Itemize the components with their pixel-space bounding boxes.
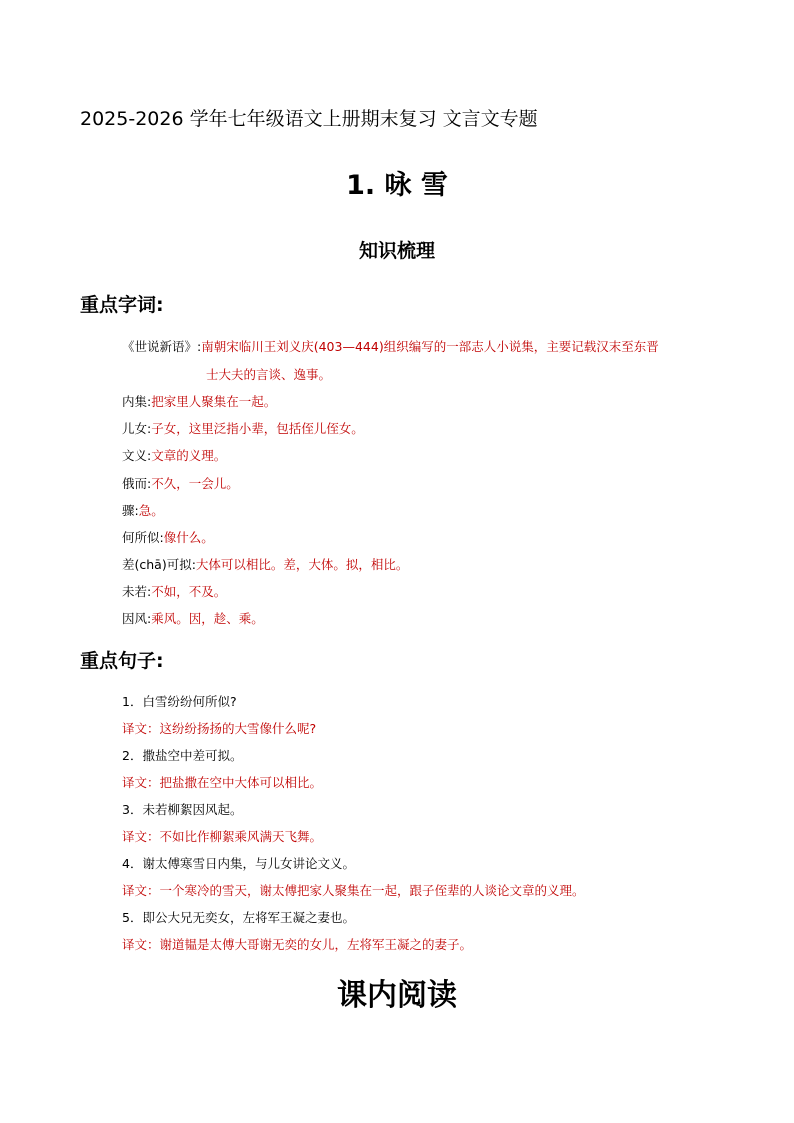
word-term: 骤:: [122, 503, 139, 518]
word-definition: 大体可以相比。差，大体。拟，相比。: [195, 557, 409, 572]
word-item: [122, 501, 164, 519]
word-definition: 文章的义理。: [151, 448, 227, 463]
book-definition-line-1: 南朝宋临川王刘义庆(403—444)组织编写的一部志人小说集，主要记载汉末至东晋: [201, 339, 659, 354]
book-definition-line-2: 士大夫的言谈、逸事。: [206, 367, 332, 382]
translation: 译文：一个寒冷的雪天，谢太傅把家人聚集在一起，跟子侄辈的人谈论文章的义理。: [122, 883, 585, 898]
word-term: 儿女:: [122, 421, 152, 436]
key-sentences-heading: 重点句子:: [80, 650, 164, 672]
word-item: [122, 528, 214, 546]
word-item: [122, 446, 226, 464]
word-definition: 乘风。因，趁、乘。: [151, 611, 264, 626]
section-title: 知识梳理: [358, 240, 435, 262]
word-definition: 急。: [138, 503, 164, 518]
word-definition: 像什么。: [163, 530, 214, 545]
key-words-heading: 重点字词:: [80, 294, 164, 316]
lesson-title: 1. 咏 雪: [346, 170, 448, 201]
translation: 译文：这纷纷扬扬的大雪像什么呢?: [122, 721, 317, 736]
word-term: 文义:: [122, 448, 152, 463]
word-term: 内集:: [122, 394, 152, 409]
word-item: [122, 474, 239, 492]
word-item: [122, 419, 364, 437]
sentence: 5．即公大兄无奕女，左将军王凝之妻也。: [122, 910, 355, 925]
word-item: [122, 392, 276, 410]
sentence: 4．谢太傅寒雪日内集，与儿女讲论文义。: [122, 856, 355, 871]
book-entry: [122, 337, 659, 355]
sentence: 1．白雪纷纷何所似?: [122, 694, 237, 709]
word-term: 因风:: [122, 611, 152, 626]
sentence: 2．撒盐空中差可拟。: [122, 748, 243, 763]
word-definition: 把家里人聚集在一起。: [151, 394, 277, 409]
word-definition: 子女，这里泛指小辈，包括侄儿侄女。: [151, 421, 364, 436]
word-item: [122, 582, 226, 600]
word-item: [122, 609, 264, 627]
translation: 译文：谢道韫是太傅大哥谢无奕的女儿，左将军王凝之的妻子。: [122, 937, 473, 952]
translation: 译文：把盐撒在空中大体可以相比。: [122, 775, 323, 790]
word-item: [122, 555, 408, 573]
word-term: 差(chā)可拟:: [122, 557, 196, 572]
reading-heading: 课内阅读: [337, 978, 457, 1013]
document-title: 2025-2026 学年七年级语文上册期末复习 文言文专题: [80, 108, 538, 130]
word-term: 未若:: [122, 584, 152, 599]
book-term: 《世说新语》:: [122, 339, 202, 354]
translation: 译文：不如比作柳絮乘风满天飞舞。: [122, 829, 323, 844]
word-definition: 不久，一会儿。: [151, 476, 239, 491]
word-term: 俄而:: [122, 476, 152, 491]
word-term: 何所似:: [122, 530, 164, 545]
sentence: 3．未若柳絮因风起。: [122, 802, 243, 817]
word-definition: 不如，不及。: [151, 584, 227, 599]
